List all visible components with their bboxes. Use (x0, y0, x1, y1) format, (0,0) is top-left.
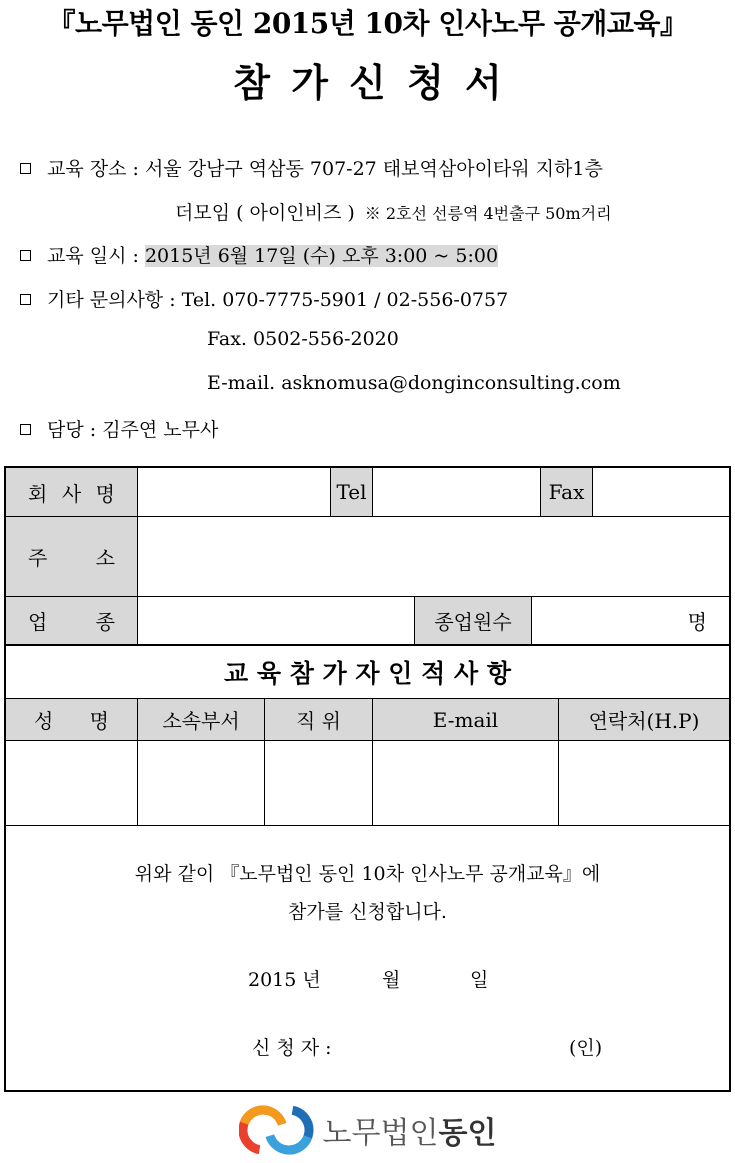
address-label-char: 주 (28, 546, 48, 570)
logo-text-light: 노무법인 (322, 1116, 439, 1151)
checkbox-bullet-icon (20, 250, 31, 261)
grid-line (414, 596, 415, 644)
col-email-header: E-mail (373, 699, 558, 740)
contact-email: E-mail. asknomusa@donginconsulting.com (207, 372, 621, 394)
industry-label (6, 597, 137, 644)
employees-label: 종업원수 (415, 597, 531, 644)
date-month: 월 (382, 969, 401, 991)
grid-line (372, 698, 373, 825)
date-value: 2015년 6월 17일 (수) 오후 3:00 ~ 5:00 (144, 245, 499, 267)
contact-row (20, 285, 508, 312)
contact-label: 기타 문의사항 : (47, 289, 176, 311)
dongin-logo-icon (239, 1105, 315, 1155)
participant-dept-field[interactable] (138, 741, 264, 825)
grid-line (137, 698, 138, 825)
date-label: 교육 일시 : (47, 245, 139, 267)
col-phone-header: 연락처(H.P) (559, 699, 729, 740)
col-name-char: 성 (34, 709, 54, 733)
place-row (20, 154, 603, 181)
manager-row (20, 415, 218, 442)
date-row (20, 241, 498, 268)
col-name-header (6, 699, 137, 740)
tel-label: Tel (331, 468, 372, 516)
contact-tel: Tel. 070-7775-5901 / 02-556-0757 (181, 289, 509, 311)
participant-email-field[interactable] (373, 741, 558, 825)
fax-field[interactable] (593, 468, 729, 516)
grid-line (372, 468, 373, 516)
place-line2: 더모임 ( 아이인비즈 ) (175, 202, 355, 224)
company-label (6, 468, 137, 516)
company-label-char: 사 (61, 481, 82, 506)
fax-label: Fax (541, 468, 592, 516)
grid-line (6, 644, 729, 646)
checkbox-bullet-icon (20, 163, 31, 174)
grid-line (592, 468, 593, 516)
place-label: 교육 장소 : (47, 158, 139, 180)
grid-line (137, 468, 138, 644)
participant-name-field[interactable] (6, 741, 137, 825)
address-label (6, 517, 137, 596)
col-position-header: 직 위 (265, 699, 372, 740)
document-subtitle: 참 가 신 청 서 (233, 60, 502, 105)
grid-line (6, 698, 729, 699)
industry-field[interactable] (138, 597, 414, 644)
grid-line (6, 596, 729, 597)
grid-line (330, 468, 331, 516)
company-field[interactable] (138, 468, 330, 516)
checkbox-bullet-icon (20, 424, 31, 435)
company-label-char: 명 (95, 481, 115, 506)
company-label-char: 회 (28, 481, 48, 506)
place-line1: 서울 강남구 역삼동 707-27 태보역삼아이타워 지하1층 (144, 158, 603, 180)
grid-line (6, 825, 729, 826)
applicant-label: 신 청 자 : (252, 1037, 332, 1059)
industry-label-char: 종 (95, 610, 115, 634)
date-year: 2015 년 (248, 969, 321, 991)
application-form (4, 466, 731, 1092)
grid-line (264, 698, 265, 825)
participant-section-title: 교 육 참 가 자 인 적 사 항 (224, 659, 511, 688)
address-label-char: 소 (95, 546, 115, 570)
address-field[interactable] (138, 517, 729, 596)
document-title: 『노무법인 동인 2015년 10차 인사노무 공개교육』 (47, 7, 688, 40)
employees-field[interactable] (532, 597, 729, 644)
grid-line (531, 596, 532, 644)
col-name-char: 명 (89, 709, 109, 733)
company-logo (0, 1105, 735, 1155)
contact-fax: Fax. 0502-556-2020 (207, 328, 399, 350)
date-day: 일 (470, 969, 489, 991)
place-row-2 (175, 198, 612, 225)
grid-line (540, 468, 541, 516)
statement-line1: 위와 같이 『노무법인 동인 10차 인사노무 공개교육』에 (134, 863, 601, 885)
grid-line (558, 698, 559, 825)
participant-phone-field[interactable] (559, 741, 729, 825)
manager: 담당 : 김주연 노무사 (47, 419, 219, 441)
place-note: ※ 2호선 선릉역 4번출구 50m거리 (364, 204, 612, 223)
checkbox-bullet-icon (20, 294, 31, 305)
participant-position-field[interactable] (265, 741, 372, 825)
logo-text-bold: 동인 (438, 1116, 497, 1151)
grid-line (6, 516, 729, 517)
industry-label-char: 업 (28, 610, 48, 634)
employees-unit: 명 (687, 610, 707, 634)
col-dept-header: 소속부서 (138, 699, 264, 740)
statement-line2: 참가를 신청합니다. (288, 901, 447, 923)
seal-mark: (인) (569, 1037, 603, 1059)
tel-field[interactable] (373, 468, 540, 516)
grid-line (6, 740, 729, 741)
